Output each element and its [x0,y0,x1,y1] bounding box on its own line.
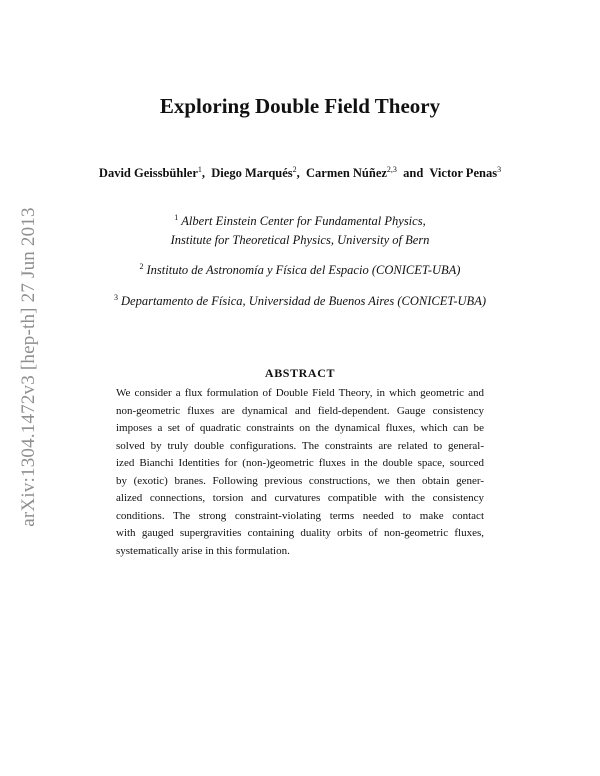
affiliation-1-continued [0,233,600,248]
abstract-line: alized connections, torsion and curvatures compatible with the consistency [116,492,484,504]
paper-title: Exploring Double Field Theory [159,94,441,118]
author-name: Diego Marqués [211,166,293,181]
affiliation-line: Albert Einstein Center for Fundamental Physics, [181,214,426,229]
abstract-body [116,385,484,560]
abstract-line: non-geometric fluxes are dynamical and field-dependent. Gauge consistency [116,404,484,417]
author-name: Victor Penas [429,166,498,181]
abstract-line: We consider a flux formulation of Double Field Theory, in which geometric and [116,387,484,399]
author-name: David Geissbühler [98,166,198,181]
abstract-heading: ABSTRACT [264,366,336,380]
affiliation-line: Instituto de Astronomía y Física del Espacio (CONICET-UBA) [146,263,461,278]
abstract-line: solved by truly double configurations. The constraints are related to general- [116,439,484,452]
abstract-line: systematically arise in this formulation. [116,544,290,557]
affiliation-1 [0,213,600,229]
affiliation-mark: 2 [139,262,144,271]
author-separator: , [201,166,212,181]
author-separator: , [296,166,307,181]
affiliation-mark: 1 [174,213,179,222]
author-affiliation-mark: 3 [497,165,502,174]
author-affiliation-mark: 2 [292,165,297,174]
author-name: Carmen Núñez [306,166,387,181]
affiliation-3 [0,293,600,309]
abstract-line: by (exotic) branes. Following previous constructions, we then obtain gener- [116,474,484,487]
abstract-line: with gauged supergravities containing duality orbits of non-geometric fluxes, [116,527,484,539]
abstract-line: ized Bianchi Identities for (non-)geometric fluxes in the double space, sourced [116,457,484,469]
affiliation-2 [0,262,600,278]
affiliation-line: Institute for Theoretical Physics, University of Bern [170,233,430,247]
author-separator: and [396,166,430,181]
arxiv-identifier-stamp: arXiv:1304.1472v3 [hep-th] 27 Jun 2013 [18,207,39,527]
affiliation-mark: 3 [114,293,118,302]
abstract-line: imposes a set of quadratic constraints on the dynamical fluxes, which can be [116,422,484,434]
abstract-line: conditions. The strong constraint-violating terms needed to make contact [116,509,484,522]
author-affiliation-mark: 1 [197,165,202,174]
affiliation-line: Departamento de Física, Universidad de Buenos Aires (CONICET-UBA) [121,294,486,309]
author-list [0,165,600,181]
author-affiliation-mark: 2,3 [386,165,397,174]
